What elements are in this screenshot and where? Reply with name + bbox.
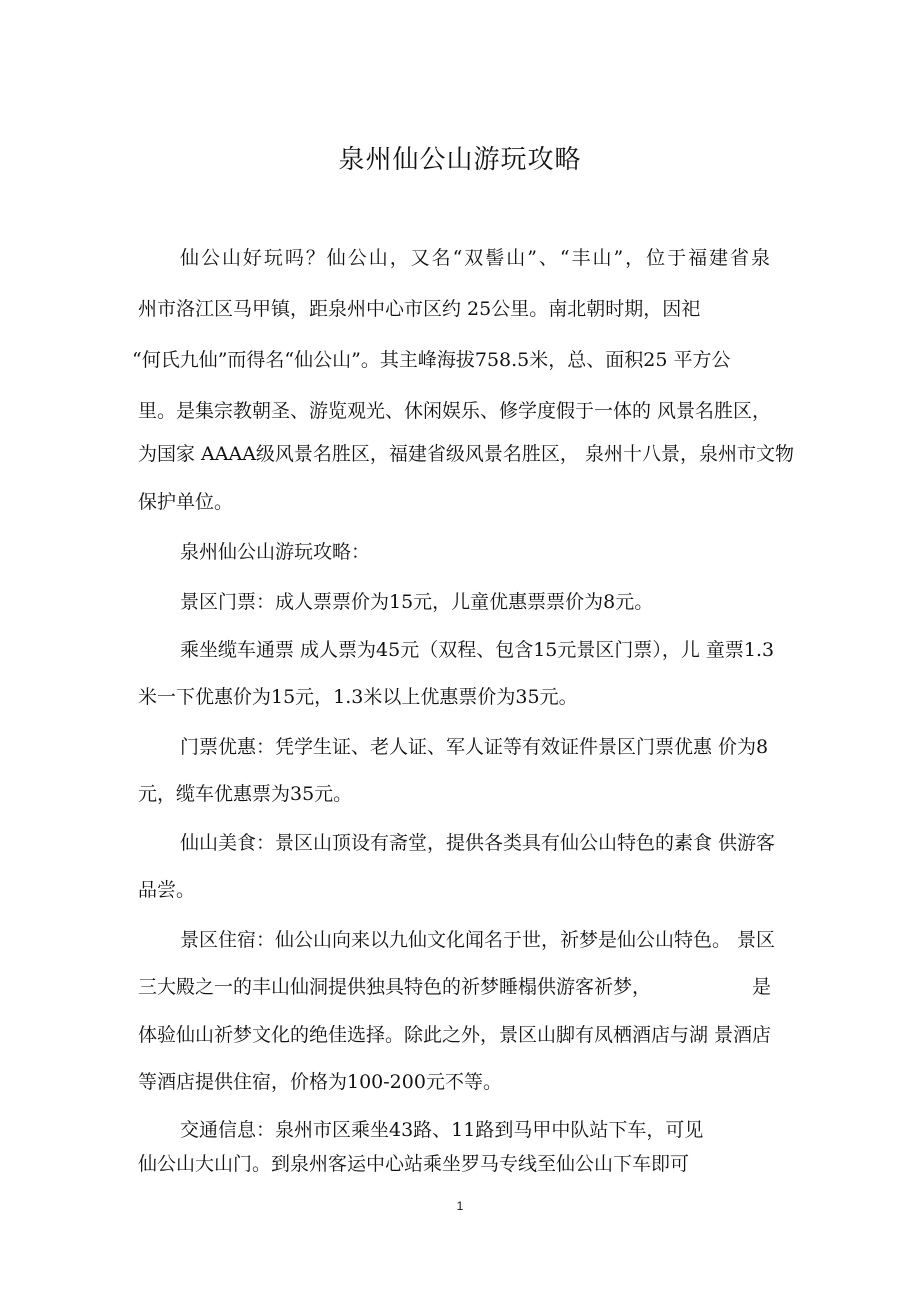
paragraph-line: 为国家 AAAA级风景名胜区，福建省级风景名胜区， 泉州十八景，泉州市文物 — [138, 443, 794, 465]
paragraph-line: 仙山美食：景区山顶设有斋堂，提供各类具有仙公山特色的素食 供游客 — [180, 832, 776, 854]
paragraph-line: 仙公山大山门。到泉州客运中心站乘坐罗马专线至仙公山下车即可 — [138, 1153, 690, 1175]
page-number: 1 — [456, 1199, 464, 1213]
paragraph-line: 州市洛江区马甲镇，距泉州中心市区约 25公里。南北朝时期，因祀 — [138, 298, 701, 320]
paragraph-line: “何氏九仙”而得名“仙公山”。其主峰海拔758.5米，总、面积25 平方公 — [132, 349, 731, 371]
paragraph-line: 是 — [752, 976, 772, 998]
paragraph-line: 里。是集宗教朝圣、游览观光、休闲娱乐、修学度假于一体的 风景名胜区， — [138, 400, 772, 422]
paragraph-line: 体验仙山祈梦文化的绝佳选择。除此之外，景区山脚有凤栖酒店与湖 景酒店 — [138, 1024, 772, 1046]
paragraph-line: 泉州仙公山游玩攻略： — [180, 541, 371, 563]
document-title: 泉州仙公山游玩攻略 — [338, 145, 582, 175]
paragraph-line: 景区住宿：仙公山向来以九仙文化闻名于世，祈梦是仙公山特色。 景区 — [180, 929, 776, 951]
paragraph-line: 等酒店提供住宿，价格为100-200元不等。 — [138, 1071, 502, 1093]
paragraph-line: 三大殿之一的丰山仙洞提供独具特色的祈梦睡榻供游客祈梦， — [138, 976, 652, 998]
paragraph-line: 乘坐缆车通票 成人票为45元（双程、包含15元景区门票），儿 童票1.3 — [180, 639, 775, 661]
paragraph-line: 门票优惠：凭学生证、老人证、军人证等有效证件景区门票优惠 价为8 — [180, 736, 769, 758]
paragraph-line: 元，缆车优惠票为35元。 — [138, 783, 353, 805]
paragraph-line: 米一下优惠价为15元，1.3米以上优惠票价为35元。 — [138, 686, 578, 708]
paragraph-line: 景区门票：成人票票价为15元，儿童优惠票票价为8元。 — [180, 591, 654, 613]
paragraph-line: 保护单位。 — [138, 491, 234, 513]
paragraph-line: 仙公山好玩吗？仙公山，又名“双髻山”、“丰山”，位于福建省泉 — [180, 247, 770, 269]
paragraph-line: 交通信息：泉州市区乘坐43路、11路到马甲中队站下车，可见 — [180, 1119, 704, 1141]
paragraph-line: 品尝。 — [138, 879, 196, 901]
